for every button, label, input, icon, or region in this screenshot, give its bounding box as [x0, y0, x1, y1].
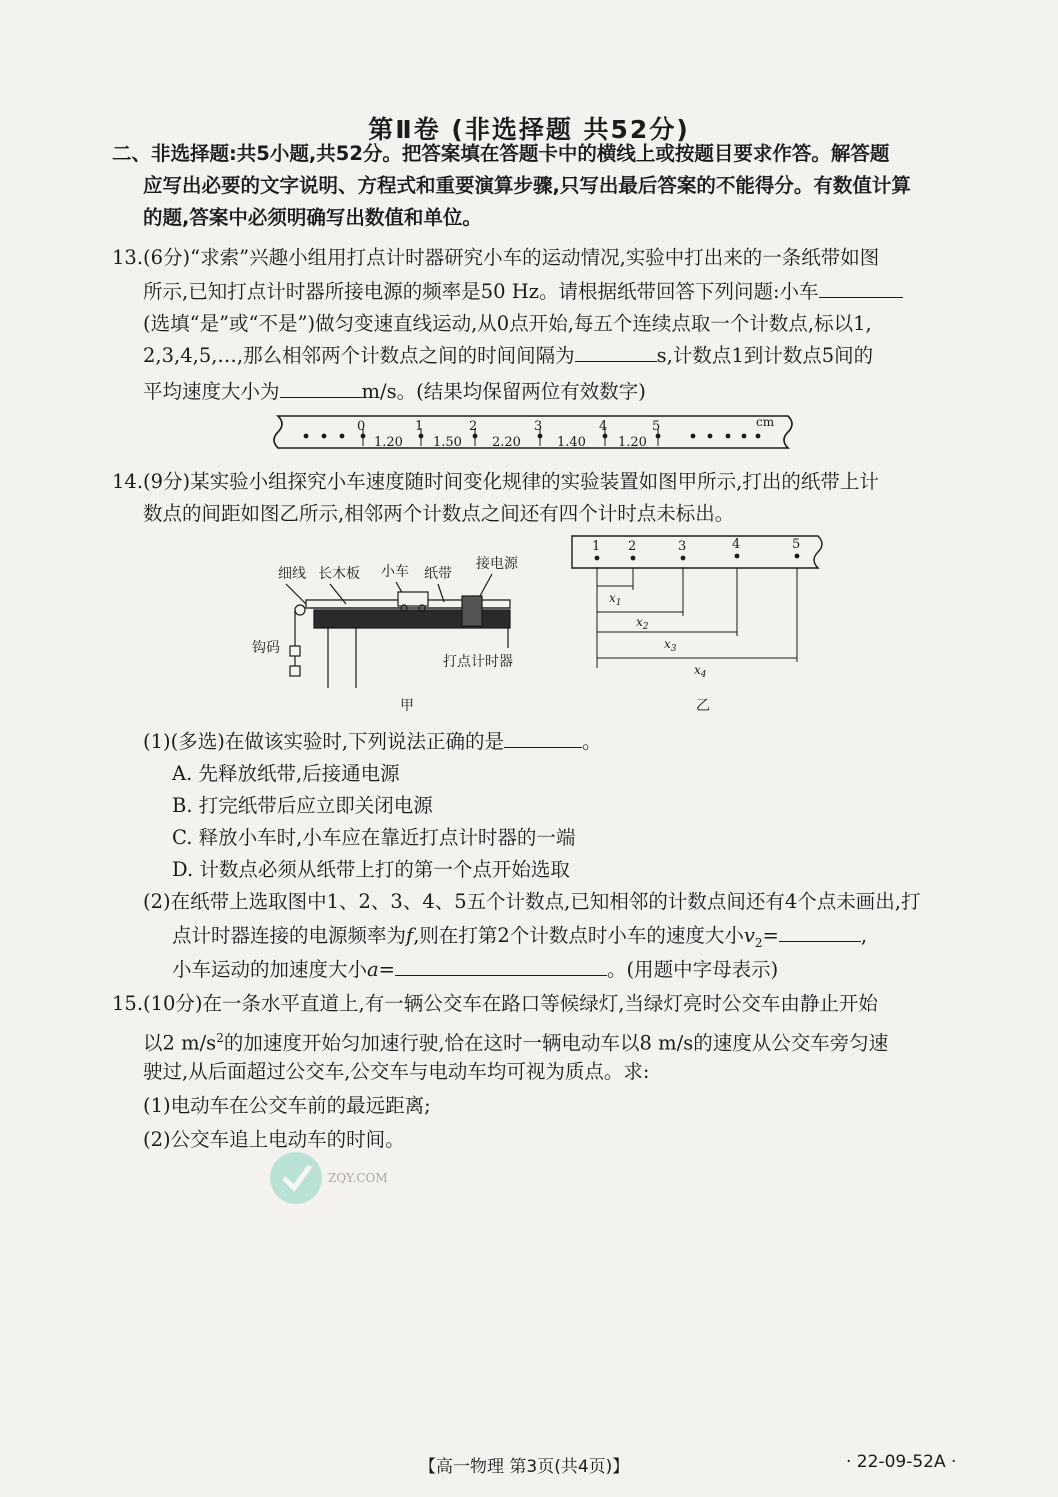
svg-text:5: 5	[652, 419, 661, 434]
count-point-2	[628, 539, 636, 560]
q13-line-2	[143, 278, 903, 306]
var-a: a	[367, 958, 379, 981]
q15-line-2	[143, 1024, 888, 1058]
answer-blank[interactable]	[779, 923, 861, 942]
svg-text:5: 5	[792, 537, 801, 552]
footer-code: · 22-09-52A ·	[846, 1452, 957, 1472]
q14-line-1: 14.(9分)某实验小组探究小车速度随时间变化规律的实验装置如图甲所示,打出的纸带上计	[112, 470, 879, 493]
label-x2: $x_2$	[636, 615, 649, 632]
segment-2-3: 2.20	[492, 435, 521, 450]
q15-part2: (2)公交车追上电动车的时间。	[143, 1128, 405, 1151]
q14-part2-line-2-end: ,	[860, 924, 868, 947]
svg-text:3: 3	[534, 419, 543, 434]
q15-part1: (1)电动车在公交车前的最远距离;	[143, 1094, 431, 1117]
unit-label: cm	[756, 415, 775, 429]
q14-part1-text: (1)(多选)在做该实验时,下列说法正确的是	[143, 730, 505, 753]
label-changmuban: 长木板	[318, 566, 360, 582]
var-v: v	[743, 924, 755, 947]
q13-line-5-tail: m/s。(结果均保留两位有效数字)	[361, 380, 646, 403]
label-x3: $x_3$	[664, 637, 677, 654]
q14-part2-line-1: (2)在纸带上选取图中1、2、3、4、5五个计数点,已知相邻的计数点间还有4个点未画出,打	[143, 890, 921, 913]
superscript-2: 2	[216, 1031, 224, 1045]
footer-page-info: 【高一物理 第3页(共4页)】	[419, 1457, 630, 1477]
q14-part2-line-2-text: 点计时器连接的电源频率为	[172, 924, 407, 947]
q13-line-4-tail: s,计数点1到计数点5间的	[656, 344, 874, 367]
equals-sign: =	[762, 924, 779, 947]
answer-blank[interactable]	[819, 279, 903, 298]
q14-part2-line-2	[172, 922, 867, 957]
label-xiaoche: 小车	[381, 564, 409, 580]
section-title: 第Ⅱ卷 (非选择题 共52分)	[368, 115, 690, 144]
watermark-logo	[268, 1140, 408, 1214]
q15-line-1: 15.(10分)在一条水平直道上,有一辆公交车在路口等候绿灯,当绿灯亮时公交车由静止开始	[112, 992, 878, 1015]
svg-text:3: 3	[678, 539, 687, 554]
svg-text:2: 2	[628, 539, 637, 554]
intro-line-2: 应写出必要的文字说明、方程式和重要演算步骤,只写出最后答案的不能得分。有数值计算	[143, 174, 911, 197]
q15-line-3: 驶过,从后面超过公交车,公交车与电动车均可视为质点。求:	[143, 1060, 650, 1083]
count-point-2	[469, 419, 477, 438]
q14-line-2: 数点的间距如图乙所示,相邻两个计数点之间还有四个计时点未标出。	[143, 502, 735, 525]
intro-line-3: 的题,答案中必须明确写出数值和单位。	[143, 206, 482, 229]
count-point-3	[534, 419, 542, 438]
q14-part2-line-3	[172, 956, 778, 984]
q13-line-5	[143, 378, 646, 406]
segment-1-2: 1.50	[433, 435, 462, 450]
fig-jia-apparatus	[248, 548, 538, 718]
q15-line-2-text: 以2 m/s	[143, 1031, 217, 1055]
var-v-subscript: 2	[754, 935, 763, 950]
segment-3-4: 1.40	[557, 435, 586, 450]
q14-part1	[143, 728, 602, 756]
label-x4: $x_4$	[694, 663, 707, 680]
count-point-5	[652, 419, 660, 438]
answer-blank[interactable]	[395, 957, 607, 976]
trailing-dots	[691, 434, 761, 439]
q14-part2-line-3-text: 小车运动的加速度大小	[172, 958, 368, 981]
q14-part1-end: 。	[582, 730, 602, 753]
svg-text:4: 4	[732, 537, 741, 552]
q13-line-4	[143, 342, 873, 370]
label-power: 接电源	[476, 556, 518, 572]
svg-text:1: 1	[415, 419, 424, 434]
svg-text:1: 1	[592, 539, 601, 554]
checkmark-icon	[268, 1140, 408, 1210]
count-point-4	[732, 537, 740, 558]
equals-sign: =	[378, 958, 395, 981]
svg-text:4: 4	[599, 419, 608, 434]
q13-paper-tape-figure	[268, 406, 800, 458]
q14-part2-line-3-end: 。(用题中字母表示)	[607, 958, 779, 981]
fig-yi-tape	[568, 532, 838, 718]
count-point-0	[357, 419, 365, 438]
q14-part2-line-2-mid: ,则在打第2个计数点时小车的速度大小	[413, 924, 744, 947]
answer-blank[interactable]	[280, 379, 362, 398]
tape-outline	[572, 536, 822, 568]
label-zhidai: 纸带	[424, 566, 452, 582]
intro-line-1: 二、非选择题:共5小题,共52分。把答案填在答题卡中的横线上或按题目要求作答。解答题	[112, 142, 890, 165]
q14-option-b: B. 打完纸带后应立即关闭电源	[172, 794, 433, 817]
leading-dots	[304, 434, 345, 439]
answer-blank[interactable]	[575, 343, 657, 362]
count-point-5	[792, 537, 800, 558]
label-timer: 打点计时器	[443, 654, 513, 670]
caption-yi: 乙	[696, 698, 710, 714]
count-point-3	[678, 539, 686, 560]
svg-text:0: 0	[357, 419, 366, 434]
label-gouma: 钩码	[252, 640, 280, 656]
count-point-1	[592, 539, 600, 560]
q15-line-2-tail: 的加速度开始匀加速行驶,恰在这时一辆电动车以8 m/s的速度从公交车旁匀速	[223, 1031, 889, 1055]
segment-0-1: 1.20	[374, 435, 403, 450]
count-point-1	[415, 419, 423, 438]
segment-4-5: 1.20	[618, 435, 647, 450]
distance-lines	[597, 568, 797, 668]
answer-blank[interactable]	[504, 729, 582, 748]
q13-line-5-text: 平均速度大小为	[143, 380, 280, 403]
q13-line-2-text: 所示,已知打点计时器所接电源的频率是50 Hz。请根据纸带回答下列问题:小车	[143, 280, 819, 303]
tape-outline	[274, 416, 792, 448]
caption-jia: 甲	[400, 698, 414, 714]
label-x1: $x_1$	[609, 591, 622, 608]
q14-option-a: A. 先释放纸带,后接通电源	[172, 762, 400, 785]
q13-line-1: 13.(6分)“求索”兴趣小组用打点计时器研究小车的运动情况,实验中打出来的一条纸带如图	[112, 246, 880, 269]
q13-line-4-text: 2,3,4,5,…,那么相邻两个计数点之间的时间间隔为	[143, 344, 575, 367]
label-xixian: 细线	[278, 566, 306, 582]
var-f: f	[406, 924, 414, 947]
apparatus-drawing	[286, 574, 510, 688]
watermark-text: ZQY.COM	[328, 1171, 388, 1185]
q13-line-3: (选填“是”或“不是”)做匀变速直线运动,从0点开始,每五个连续点取一个计数点,标以1,	[143, 312, 872, 335]
count-point-4	[599, 419, 607, 438]
q14-option-c: C. 释放小车时,小车应在靠近打点计时器的一端	[172, 826, 576, 849]
svg-text:2: 2	[469, 419, 478, 434]
q14-option-d: D. 计数点必须从纸带上打的第一个点开始选取	[172, 858, 570, 881]
